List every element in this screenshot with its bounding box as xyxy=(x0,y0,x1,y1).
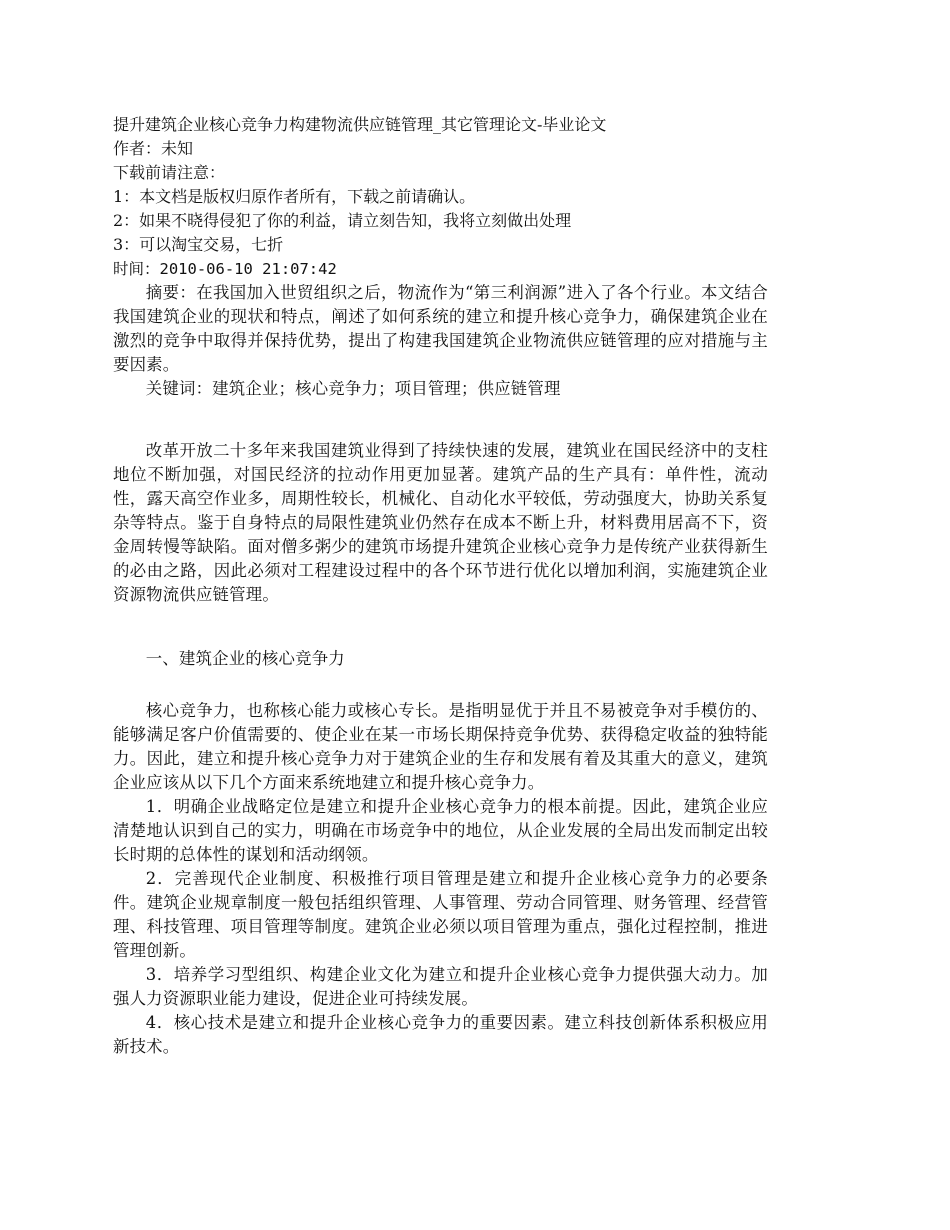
section-paragraph: 核心竞争力，也称核心能力或核心专长。是指明显优于并且不易被竞争对手模仿的、能够满足客户价值需要的、使企业在某一市场长期保持竞争优势、获得稳定收益的独特能力。因此，建立和提升核心竞争力对于建筑企业的生存和发展有着及其重大的意义，建筑企业应该从以下几个方面来系统地建立和提升核心竞争力。 xyxy=(113,701,768,792)
section-heading: 一、建筑企业的核心竞争力 xyxy=(145,649,345,668)
document-title: 提升建筑企业核心竞争力构建物流供应链管理_其它管理论文-毕业论文 xyxy=(113,115,607,134)
numbered-point: 4．核心技术是建立和提升企业核心竞争力的重要因素。建立科技创新体系积极应用新技术。 xyxy=(113,1013,768,1056)
keywords-paragraph: 关键词：建筑企业；核心竞争力；项目管理；供应链管理 xyxy=(145,379,561,398)
spacer xyxy=(113,671,768,699)
numbered-point: 1．明确企业战略定位是建立和提升企业核心竞争力的根本前提。因此，建筑企业应清楚地认识到自己的实力，明确在市场竞争中的地位，从企业发展的全局出发而制定出较长时期的总体性的谋划和活动纲领。 xyxy=(113,797,768,864)
spacer xyxy=(113,607,768,647)
notice-item: 2：如果不晓得侵犯了你的利益，请立刻告知，我将立刻做出处理 xyxy=(113,211,572,230)
document-author: 作者：未知 xyxy=(113,139,194,158)
abstract-paragraph: 摘要：在我国加入世贸组织之后，物流作为“第三利润源”进入了各个行业。本文结合我国建筑企业的现状和特点，阐述了如何系统的建立和提升核心竞争力，确保建筑企业在激烈的竞争中取得并保持优势，提出了构建我国建筑企业物流供应链管理的应对措施与主要因素。 xyxy=(113,283,768,374)
notice-item: 1：本文档是版权归原作者所有，下载之前请确认。 xyxy=(113,187,476,206)
document-page xyxy=(113,113,768,1059)
intro-paragraph: 改革开放二十多年来我国建筑业得到了持续快速的发展，建筑业在国民经济中的支柱地位不断加强，对国民经济的拉动作用更加显著。建筑产品的生产具有：单件性，流动性，露天高空作业多，周期性较长，机械化、自动化水平较低，劳动强度大，协助关系复杂等特点。鉴于自身特点的局限性建筑业仍然存在成本不断上升，材料费用居高不下，资金周转慢等缺陷。面对僧多粥少的建筑市场提升建筑企业核心竞争力是传统产业获得新生的必由之路，因此必须对工程建设过程中的各个环节进行优化以增加利润，实施建筑企业资源物流供应链管理。 xyxy=(113,441,768,604)
numbered-point: 2．完善现代企业制度、积极推行项目管理是建立和提升企业核心竞争力的必要条件。建筑企业规章制度一般包括组织管理、人事管理、劳动合同管理、财务管理、经营管理、科技管理、项目管理等制度。建筑企业必须以项目管理为重点，强化过程控制，推进管理创新。 xyxy=(113,869,768,960)
numbered-point: 3．培养学习型组织、构建企业文化为建立和提升企业核心竞争力提供强大动力。加强人力资源职业能力建设，促进企业可持续发展。 xyxy=(113,965,768,1008)
notice-heading: 下载前请注意： xyxy=(113,163,226,182)
spacer xyxy=(113,401,768,439)
document-timestamp: 时间：2010-06-10 21:07:42 xyxy=(113,260,337,278)
notice-item: 3：可以淘宝交易，七折 xyxy=(113,235,284,254)
